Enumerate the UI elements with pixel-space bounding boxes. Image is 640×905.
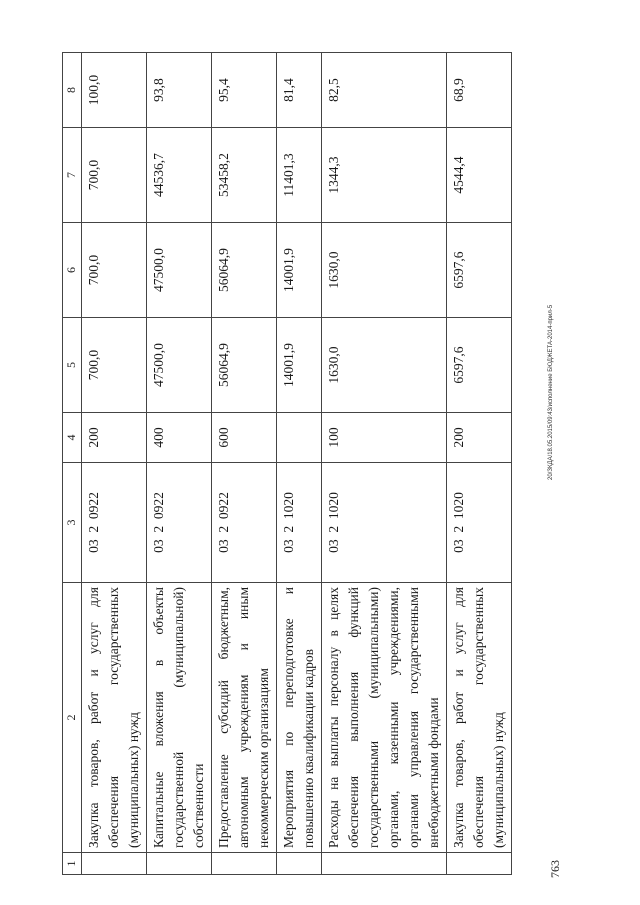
cell-name: Мероприятия по переподготовке и повышению квалификации кадров: [277, 583, 322, 853]
footer-reference: 20/ЗКДА/18.05.2015/09:43/исполнение БЮДЖЕТА-2014-прил-5: [548, 304, 554, 480]
cell-col-7: 44536,7: [147, 128, 212, 223]
cell-codes: 03 2 1020: [277, 463, 322, 583]
cell-col-5: 6597,6: [447, 318, 512, 413]
cell-name: Закупка товаров, работ и услуг для обеспечения государственных (муниципальных) нужд: [447, 583, 512, 853]
cell-codes: 03 2 0922: [147, 463, 212, 583]
cell-kvr: 100: [322, 413, 447, 463]
header-row: [63, 53, 82, 875]
cell-col-8: 95,4: [212, 53, 277, 128]
cell-col-1: [447, 853, 512, 875]
cell-col-6: 700,0: [82, 223, 147, 318]
cell-col-7: 1344,3: [322, 128, 447, 223]
cell-col-6: 14001,9: [277, 223, 322, 318]
cell-col-1: [82, 853, 147, 875]
cell-col-7: 4544,4: [447, 128, 512, 223]
cell-col-7: 700,0: [82, 128, 147, 223]
cell-col-1: [277, 853, 322, 875]
cell-col-8: 68,9: [447, 53, 512, 128]
cell-col-6: 1630,0: [322, 223, 447, 318]
cell-col-7: 11401,3: [277, 128, 322, 223]
cell-col-8: 100,0: [82, 53, 147, 128]
cell-col-8: 93,8: [147, 53, 212, 128]
col-header-7: 7: [63, 128, 82, 223]
cell-name: Капитальные вложения в объекты государственной (муниципальной) собственности: [147, 583, 212, 853]
cell-col-6: 56064,9: [212, 223, 277, 318]
cell-kvr: 600: [212, 413, 277, 463]
cell-kvr: 200: [82, 413, 147, 463]
col-header-1: 1: [63, 853, 82, 875]
cell-col-5: 700,0: [82, 318, 147, 413]
cell-col-5: 56064,9: [212, 318, 277, 413]
cell-col-1: [212, 853, 277, 875]
col-header-2: 2: [63, 583, 82, 853]
col-header-3: 3: [63, 463, 82, 583]
cell-codes: 03 2 1020: [322, 463, 447, 583]
cell-col-5: 47500,0: [147, 318, 212, 413]
table-row: [212, 53, 277, 875]
table-row: [322, 53, 447, 875]
table-row: [277, 53, 322, 875]
cell-name: Расходы на выплаты персоналу в целях обеспечения выполнения функций государственными (муниципальными) органами, казенными учреждениями, органами управления государственными внебюджетными фондами: [322, 583, 447, 853]
col-header-6: 6: [63, 223, 82, 318]
table-row: [447, 53, 512, 875]
budget-table: [62, 52, 512, 875]
cell-col-6: 6597,6: [447, 223, 512, 318]
cell-col-1: [322, 853, 447, 875]
cell-codes: 03 2 0922: [212, 463, 277, 583]
cell-col-8: 81,4: [277, 53, 322, 128]
cell-kvr: 400: [147, 413, 212, 463]
table-row: [82, 53, 147, 875]
cell-codes: 03 2 1020: [447, 463, 512, 583]
cell-name: Предоставление субсидий бюджетным, автономным учреждениям и иным некоммерческим организациям: [212, 583, 277, 853]
col-header-8: 8: [63, 53, 82, 128]
col-header-5: 5: [63, 318, 82, 413]
cell-name: Закупка товаров, работ и услуг для обеспечения государственных (муниципальных) нужд: [82, 583, 147, 853]
cell-col-7: 53458,2: [212, 128, 277, 223]
page-number: 763: [548, 860, 562, 878]
col-header-4: 4: [63, 413, 82, 463]
cell-col-5: 14001,9: [277, 318, 322, 413]
table-row: [147, 53, 212, 875]
cell-col-5: 1630,0: [322, 318, 447, 413]
rotated-page: [62, 53, 582, 875]
cell-kvr: [277, 413, 322, 463]
cell-codes: 03 2 0922: [82, 463, 147, 583]
cell-col-8: 82,5: [322, 53, 447, 128]
cell-col-1: [147, 853, 212, 875]
cell-kvr: 200: [447, 413, 512, 463]
cell-col-6: 47500,0: [147, 223, 212, 318]
